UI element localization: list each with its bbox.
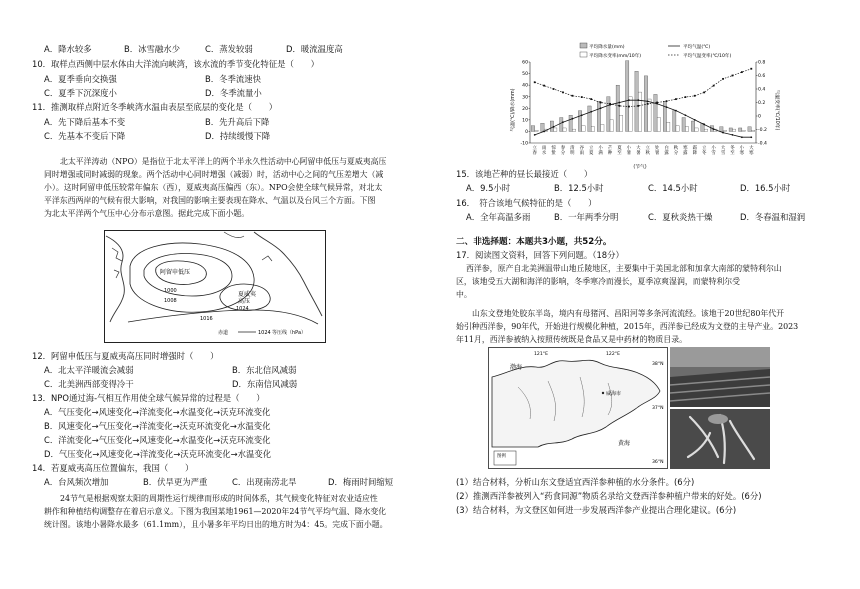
x-category-label: 立春: [532, 146, 537, 156]
latitude-label: 36°N: [652, 460, 664, 465]
point-temp-rate: [675, 98, 677, 100]
ginseng-photos: [670, 347, 770, 469]
point-temp: [647, 100, 649, 102]
q12-option-c[interactable]: C．北美洲西部变得冷干: [44, 379, 134, 389]
point-temp-rate: [637, 105, 639, 107]
q13-option-d[interactable]: D．气压变化→风速变化→洋流变化→沃克环流变化→水温变化: [44, 449, 272, 459]
point-temp-rate: [647, 103, 649, 105]
bar-precip-rate: [629, 97, 632, 132]
npo-passage-line: 平洋东西两岸的气候有很大影响，对我国的影响主要表现在降水、气温以及台风三个方面。下图: [44, 196, 376, 205]
point-temp-rate: [722, 78, 724, 80]
x-category-label: 小雪: [711, 146, 716, 156]
left-tick-label: 20: [522, 106, 528, 112]
bar-precip-rate: [742, 130, 745, 131]
q16-option-b[interactable]: B．一年两季分明: [554, 212, 619, 222]
chart-lines: [534, 68, 752, 138]
npo-passage-line: 小）。这时阿留申低压较常年偏东（西），夏威夷高压偏西（东）。NPO会使全球气候异常，对北太: [44, 183, 383, 192]
point-temp: [543, 131, 545, 133]
q11-stem: 11．推测取样点附近冬季峡湾水温由表层至底层的变化是（ ）: [32, 102, 278, 112]
x-category-label: 秋分: [673, 146, 679, 156]
point-temp: [637, 99, 639, 101]
bar-precip-rate: [685, 127, 688, 132]
q10-option-c[interactable]: C．夏季下沉深度小: [44, 88, 117, 98]
right-axis-label: 气温变率(℃/10年): [774, 89, 779, 131]
right-tick-label: 0.4: [758, 87, 766, 93]
city-label: 威海市: [606, 391, 622, 397]
q17-paragraph-2-line: 年11月，西洋参被纳入按照传统既是食品又是中药材的物质目录。: [456, 335, 687, 344]
q12-option-a[interactable]: A．北太平洋暖流会减弱: [44, 365, 134, 375]
left-tick-label: 30: [522, 95, 528, 101]
bar-precip-rate: [657, 118, 660, 132]
point-temp-rate: [732, 75, 734, 77]
left-axis-label: 气温(℃)/降水(mm): [511, 88, 516, 132]
point-temp: [600, 107, 602, 109]
point-temp-rate: [666, 100, 668, 102]
point-temp-rate: [609, 103, 611, 105]
bar-precip: [738, 128, 741, 131]
right-tick-label: 0.2: [758, 101, 766, 107]
npo-passage-line: 北太平洋涛动（NPO）是指位于北太平洋上的两个半永久性活动中心阿留申低压与夏威夷高压: [60, 157, 387, 166]
section-2-heading: 二、非选择题：本题共3小题，共52分。: [456, 237, 612, 247]
q9-option-b[interactable]: B．冰雪融水少: [124, 44, 180, 54]
sea-label: 黄海: [618, 440, 631, 447]
q17-question-2: (2）推测西洋参被列入“药食同源”物质名录给文登西洋参种植户带来的好处。(6分): [456, 491, 762, 501]
point-temp-rate: [741, 71, 743, 73]
q17-question-1: (1）结合材料，分析山东文登适宜西洋参种植的水分条件。(6分): [456, 477, 695, 487]
q13-option-c[interactable]: C．洋流变化→气压变化→风速变化→水温变化→沃克环流变化: [44, 435, 271, 445]
q15-option-c[interactable]: C．14.5小时: [648, 183, 698, 193]
bar-precip-rate: [676, 126, 679, 132]
x-category-label: 芒种: [607, 146, 613, 156]
isobar-value: 1008: [164, 298, 177, 304]
point-temp: [553, 126, 555, 128]
q9-option-c[interactable]: C．蒸发较弱: [205, 44, 253, 54]
bar-precip-rate: [667, 122, 670, 131]
point-temp: [703, 124, 705, 126]
longitude-label: 122°E: [606, 352, 620, 357]
bar-precip: [597, 101, 600, 131]
left-tick-label: -10: [520, 141, 528, 147]
q17-stem: 17．阅读图文资料，回答下列问题。（18分）: [456, 250, 624, 260]
x-category-label: 立冬: [702, 146, 707, 156]
point-temp-rate: [581, 96, 583, 98]
bar-precip-rate: [554, 128, 557, 131]
bar-precip: [625, 61, 628, 132]
bar-precip-rate: [704, 129, 707, 131]
q14-option-a[interactable]: A．台风频次增加: [44, 477, 109, 487]
q15-option-a[interactable]: A．9.5小时: [466, 183, 511, 193]
point-temp-rate: [590, 98, 592, 100]
bar-precip: [578, 111, 581, 132]
point-temp-rate: [571, 95, 573, 97]
low-pressure-label: 阿留申低压: [160, 269, 191, 276]
x-category-label: 大寒: [749, 146, 754, 156]
q10-option-a[interactable]: A．夏季垂向交换强: [44, 74, 117, 84]
right-tick-label: -0.2: [758, 128, 767, 134]
q13-option-a[interactable]: A．气压变化→风速变化→洋流变化→水温变化→沃克环流变化: [44, 407, 271, 417]
point-temp: [675, 110, 677, 112]
left-tick-label: 60: [522, 60, 528, 66]
q14-option-b[interactable]: B．伏旱更为严重: [143, 477, 208, 487]
q16-option-d[interactable]: D．冬春温和湿润: [740, 212, 806, 222]
q17-paragraph-1-line: 中。: [456, 290, 472, 299]
bar-precip: [635, 71, 638, 131]
map-legend-title: 图例: [497, 454, 506, 459]
point-temp: [732, 134, 734, 136]
point-temp-rate: [543, 85, 545, 87]
point-temp: [581, 114, 583, 116]
point-temp: [666, 106, 668, 108]
latitude-label: 37°N: [652, 406, 664, 411]
bar-precip-rate: [535, 130, 538, 131]
wendeng-location-map: [488, 347, 668, 469]
line-temp: [535, 100, 752, 137]
point-temp: [750, 136, 752, 138]
q9-option-a[interactable]: A．降水较多: [44, 44, 92, 54]
q17-paragraph-1-line: 区，该地受五大湖和海洋的影响，冬季寒冷而漫长，夏季凉爽湿润，而蒙特利尔受: [456, 277, 741, 286]
point-temp-rate: [600, 102, 602, 104]
left-tick-label: 10: [522, 118, 528, 124]
x-category-label: 处暑: [654, 146, 660, 156]
q14-option-c[interactable]: C．出现南涝北旱: [232, 477, 297, 487]
legend-swatch-precip-rate: [580, 52, 587, 57]
bar-precip: [607, 97, 610, 132]
sea-label: 渤海: [510, 364, 523, 371]
solar-terms-passage-line: 耕作和种植结构调整存在着启示意义。下图为我国某地1961—2020年24节气平均气温、降水变化: [44, 507, 387, 516]
npo-passage-line: 同时增强或同时减弱的现象。两个活动中心同时增强（减弱）时，活动中心之间的气压差增大（减: [44, 170, 384, 179]
bar-precip: [748, 127, 751, 132]
q14-stem: 14．若夏威夷高压位置偏东，我国（ ）: [32, 463, 194, 473]
x-category-label: 小寒: [739, 146, 745, 156]
bar-precip: [720, 127, 723, 132]
point-temp-rate: [694, 95, 696, 97]
point-temp: [590, 111, 592, 113]
point-temp: [741, 136, 743, 138]
right-tick-label: 0.8: [758, 60, 766, 66]
q14-option-d[interactable]: D．梅雨时间缩短: [328, 477, 394, 487]
bar-precip: [588, 106, 591, 131]
x-category-label: 惊蛰: [551, 146, 556, 156]
bar-precip: [682, 118, 685, 132]
point-temp-rate: [562, 91, 564, 93]
bar-precip-rate: [610, 120, 613, 132]
legend-label: 平均降水变率(mm/10年): [589, 54, 642, 59]
x-category-label: 清明: [570, 146, 575, 156]
point-temp: [628, 99, 630, 101]
point-temp-rate: [703, 91, 705, 93]
x-category-label: 雨水: [541, 146, 547, 156]
x-category-label: 立秋: [645, 146, 650, 156]
q17-paragraph-2-line: 山东文登地处胶东半岛，境内有母猪河、昌阳河等多条河流流经。该地于20世纪80年代开: [472, 309, 785, 318]
bar-precip: [729, 128, 732, 131]
q16-option-c[interactable]: C．夏秋炎热干燥: [648, 212, 713, 222]
x-category-label: 冬至: [730, 146, 735, 156]
chart-bars: [531, 61, 754, 132]
point-temp-rate: [750, 68, 752, 70]
left-tick-label: 50: [522, 72, 528, 78]
point-temp-rate: [553, 88, 555, 90]
left-tick-label: 40: [522, 83, 528, 89]
bar-precip-rate: [601, 124, 604, 131]
point-temp: [534, 134, 536, 136]
isobar-value: 1016: [200, 316, 213, 322]
q15-option-d[interactable]: D．16.5小时: [740, 183, 791, 193]
pressure-center-map: [104, 230, 326, 343]
point-temp-rate: [534, 81, 536, 83]
city-marker: [602, 392, 604, 394]
x-category-label: 大雪: [720, 146, 726, 156]
point-temp-rate: [713, 85, 715, 87]
x-category-label: 小暑: [626, 146, 632, 156]
q16-option-a[interactable]: A．全年高温多雨: [466, 212, 531, 222]
q13-stem: 13．NPO通过海-气相互作用使全球气候异常的过程是（ ）: [32, 393, 265, 403]
bar-precip-rate: [723, 130, 726, 131]
q16-stem: 16． 符合该地气候特征的是（ ）: [456, 198, 597, 208]
npo-passage-line: 为北太平洋两个气压中心分布示意图。据此完成下面小题。: [44, 209, 250, 218]
right-axis-ticks: [756, 60, 767, 147]
bar-precip-rate: [563, 128, 566, 131]
chart-legend: [580, 43, 732, 59]
bar-precip: [531, 126, 534, 132]
legend-isobar-text: 等压线（hPa）: [272, 330, 307, 336]
x-axis-caption: (节气): [633, 165, 647, 170]
q17-question-3: (3）结合材料，为文登区如何进一步发展西洋参产业提出合理化建议。(6分): [456, 505, 737, 515]
point-temp: [713, 128, 715, 130]
high-pressure-label: 夏威夷: [238, 291, 257, 298]
q17-paragraph-2-line: 始引种西洋参，90年代，开始进行规模化种植，2015年，西洋参已经成为文登的主导产业。2023: [456, 322, 799, 331]
point-temp: [571, 118, 573, 120]
x-axis-categories: [533, 144, 755, 156]
bar-precip: [654, 94, 657, 131]
legend-label: 平均降水量(mm): [589, 45, 625, 50]
left-tick-label: 0: [525, 130, 528, 136]
q12-stem: 12．阿留申低压与夏威夷高压同时增强时（ ）: [32, 351, 219, 361]
bar-precip: [541, 123, 544, 131]
bar-precip-rate: [591, 127, 594, 132]
point-temp: [562, 121, 564, 123]
q10-option-d[interactable]: D．冬季流量小: [205, 88, 262, 98]
isobar-value: 1000: [164, 288, 177, 294]
bar-precip: [616, 85, 619, 131]
left-axis-ticks: [520, 60, 530, 147]
x-category-label: 大暑: [636, 146, 641, 156]
q11-option-c[interactable]: C．先基本不变后下降: [44, 131, 126, 141]
x-category-label: 小满: [598, 146, 603, 156]
point-temp-rate: [656, 102, 658, 104]
bar-precip-rate: [619, 115, 622, 131]
x-category-label: 夏至: [617, 146, 622, 156]
q10-stem: 10．取样点西侧中层水体由大洋流向峡湾，该水流的季节变化特征是（ ）: [32, 59, 320, 69]
right-tick-label: 0: [758, 114, 761, 120]
solar-terms-climate-chart: [508, 40, 780, 170]
q17-paragraph-1-line: 西洋参，原产自北美洲温带山地丘陵地区，主要集中于美国北部和加拿大南部的蒙特利尔山: [466, 264, 782, 273]
bar-precip: [691, 121, 694, 131]
legend-swatch-precip: [580, 43, 587, 48]
solar-terms-passage-line: 24节气是根据观察太阳的周期性运行规律而形成的时间体系，其气候变化特征对农业适应性: [60, 494, 378, 503]
right-tick-label: 0.6: [758, 74, 766, 80]
point-temp-rate: [619, 105, 621, 107]
q13-option-b[interactable]: B．风速变化→气压变化→洋流变化→沃克环流变化→水温变化: [44, 421, 271, 431]
q15-stem: 15．该地芒种的昼长最接近（ ）: [456, 169, 593, 179]
point-temp: [694, 119, 696, 121]
right-tick-label: -0.4: [758, 141, 767, 147]
x-category-label: 谷雨: [579, 146, 584, 156]
x-category-label: 霜降: [692, 146, 697, 156]
equator-label: 赤道: [218, 330, 229, 336]
x-category-label: 立夏: [589, 146, 594, 156]
point-temp: [619, 102, 621, 104]
q10-option-b[interactable]: B．冬季流速快: [205, 74, 261, 84]
point-temp-rate: [684, 96, 686, 98]
q12-option-b[interactable]: B．东北信风减弱: [232, 365, 297, 375]
longitude-label: 121°E: [534, 352, 548, 357]
isobar-value: 1024: [236, 306, 249, 312]
bar-precip-rate: [582, 126, 585, 132]
point-temp-rate: [628, 106, 630, 108]
bar-precip-rate: [572, 129, 575, 131]
latitude-label: 38°N: [652, 362, 664, 367]
q11-option-a[interactable]: A．先下降后基本不变: [44, 117, 126, 127]
bar-precip-rate: [638, 92, 641, 131]
high-pressure-label-2: 高压: [238, 298, 251, 305]
x-category-label: 白露: [664, 146, 669, 156]
q9-option-d[interactable]: D．暖流温度高: [286, 44, 343, 54]
bar-precip: [569, 115, 572, 131]
q11-option-b[interactable]: B．先升高后下降: [205, 117, 270, 127]
solar-terms-passage-line: 统计图。该地小暑降水最多（61.1mm），且小暑多年平均日出的地方时为4：45。完成下面小题。: [44, 520, 388, 529]
q15-option-b[interactable]: B．12.5小时: [554, 183, 604, 193]
q11-option-d[interactable]: D．持续缓慢下降: [205, 131, 271, 141]
bar-precip-rate: [695, 128, 698, 131]
legend-label: 平均气温变率(℃/10年): [683, 54, 732, 59]
point-temp: [722, 132, 724, 134]
bar-precip: [673, 111, 676, 132]
q12-option-d[interactable]: D．东南信风减弱: [232, 379, 298, 389]
point-temp: [684, 114, 686, 116]
bar-precip: [560, 118, 563, 132]
x-category-label: 寒露: [683, 146, 688, 156]
legend-isobar-value: 1024: [258, 330, 271, 336]
x-category-label: 春分: [560, 146, 566, 156]
bar-precip-rate: [732, 129, 735, 131]
legend-label: 平均气温(℃): [683, 45, 711, 50]
bar-precip-rate: [751, 130, 754, 131]
